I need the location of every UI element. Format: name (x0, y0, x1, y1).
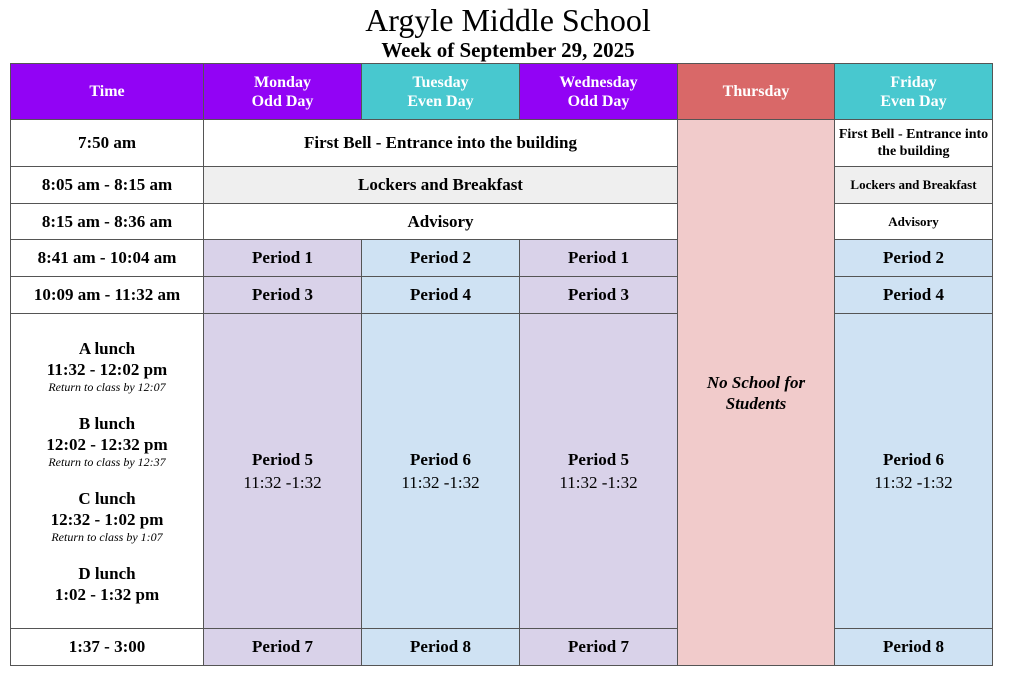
friday-advisory-cell: Advisory (835, 204, 993, 240)
header-monday (204, 64, 362, 120)
friday-lockers-cell: Lockers and Breakfast (835, 167, 993, 204)
wednesday-lunch-period-cell (520, 314, 678, 629)
lunch-c-return: Return to class by 1:07 (51, 529, 163, 544)
lunch-row (11, 314, 993, 629)
lunch-d (11, 563, 203, 605)
friday-period-cell: Period 4 (835, 277, 993, 314)
monday-period-cell: Period 1 (204, 240, 362, 277)
header-tuesday (362, 64, 520, 120)
no-school-line-1: No School for (706, 372, 806, 392)
header-wednesday-day: Wednesday (559, 73, 638, 91)
friday-period-cell: Period 8 (835, 629, 993, 666)
tuesday-period-cell: Period 8 (362, 629, 520, 666)
header-friday (835, 64, 993, 120)
lunch-b (11, 413, 203, 470)
page-subtitle: Week of September 29, 2025 (381, 38, 635, 62)
lunch-a-name: A lunch (78, 338, 136, 358)
lunch-b-return: Return to class by 12:37 (48, 454, 166, 469)
time-cell: 10:09 am - 11:32 am (11, 277, 204, 314)
header-tuesday-day: Tuesday (412, 73, 469, 91)
lunch-d-name: D lunch (78, 563, 136, 583)
lunch-a-return: Return to class by 12:07 (48, 379, 166, 394)
time-cell: 8:41 am - 10:04 am (11, 240, 204, 277)
friday-period-cell: Period 2 (835, 240, 993, 277)
first-bell-cell: First Bell - Entrance into the building (204, 120, 678, 167)
monday-period-cell: Period 7 (204, 629, 362, 666)
period-time: 11:32 -1:32 (401, 472, 480, 492)
lockers-cell: Lockers and Breakfast (204, 167, 678, 204)
period-label: Period 5 (252, 449, 313, 469)
page-title: Argyle Middle School (365, 2, 651, 38)
lunch-c-time: 12:32 - 1:02 pm (50, 509, 164, 529)
lunch-c-name: C lunch (78, 488, 136, 508)
no-school-line-2: Students (725, 393, 787, 413)
time-cell: 8:15 am - 8:36 am (11, 204, 204, 240)
table-row (11, 629, 993, 666)
time-cell: 1:37 - 3:00 (11, 629, 204, 666)
period-label: Period 5 (568, 449, 629, 469)
lunch-a-time: 11:32 - 12:02 pm (46, 359, 168, 379)
header-monday-day: Monday (254, 73, 311, 91)
period-time: 11:32 -1:32 (874, 472, 953, 492)
friday-first-bell-cell: First Bell - Entrance into the building (835, 120, 993, 167)
lunch-c (11, 488, 203, 545)
advisory-cell: Advisory (204, 204, 678, 240)
table-row (11, 277, 993, 314)
thursday-no-school (678, 120, 835, 666)
schedule-table (10, 63, 993, 666)
lunch-b-time: 12:02 - 12:32 pm (46, 434, 168, 454)
monday-lunch-period-cell (204, 314, 362, 629)
lunch-times-cell (11, 314, 204, 629)
header-friday-day: Friday (890, 73, 937, 91)
header-tuesday-type: Even Day (407, 92, 474, 110)
time-cell: 7:50 am (11, 120, 204, 167)
lunch-b-name: B lunch (78, 413, 136, 433)
wednesday-period-cell: Period 7 (520, 629, 678, 666)
time-cell: 8:05 am - 8:15 am (11, 167, 204, 204)
header-wednesday (520, 64, 678, 120)
header-wednesday-type: Odd Day (567, 92, 630, 110)
tuesday-period-cell: Period 4 (362, 277, 520, 314)
header-thursday: Thursday (678, 64, 835, 120)
monday-period-cell: Period 3 (204, 277, 362, 314)
friday-lunch-period-cell (835, 314, 993, 629)
period-time: 11:32 -1:32 (243, 472, 322, 492)
wednesday-period-cell: Period 3 (520, 277, 678, 314)
table-row (11, 240, 993, 277)
tuesday-lunch-period-cell (362, 314, 520, 629)
header-row (11, 64, 993, 120)
table-row (11, 120, 993, 167)
tuesday-period-cell: Period 2 (362, 240, 520, 277)
wednesday-period-cell: Period 1 (520, 240, 678, 277)
period-time: 11:32 -1:32 (559, 472, 638, 492)
period-label: Period 6 (410, 449, 471, 469)
table-row (11, 167, 993, 204)
table-row (11, 204, 993, 240)
lunch-a (11, 338, 203, 395)
header-monday-type: Odd Day (251, 92, 314, 110)
period-label: Period 6 (883, 449, 944, 469)
lunch-d-time: 1:02 - 1:32 pm (54, 584, 160, 604)
header-time: Time (11, 64, 204, 120)
header-friday-type: Even Day (880, 92, 947, 110)
